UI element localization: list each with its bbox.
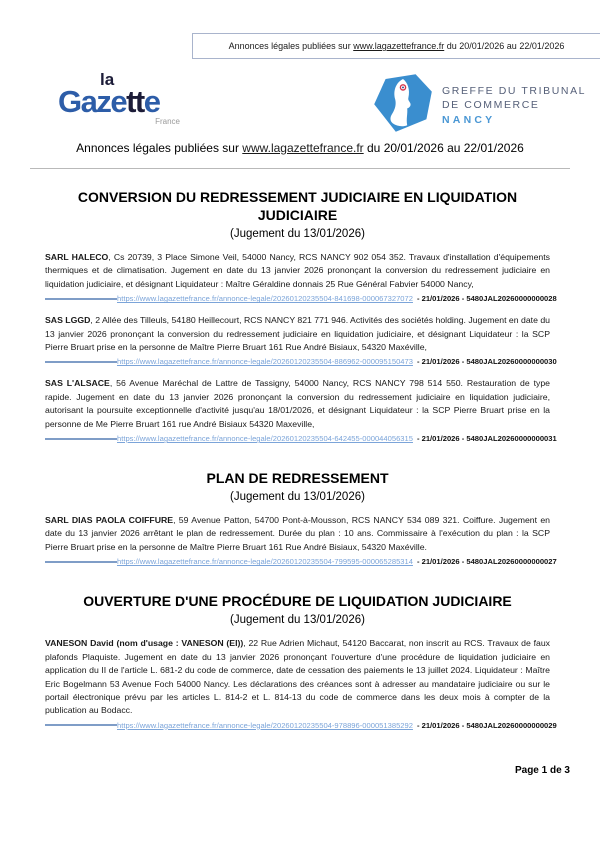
link-divider-line: [45, 724, 117, 726]
announcements-content: [45, 188, 557, 730]
announcement-text: [45, 314, 550, 354]
announcement-text: [45, 251, 550, 291]
announcement-text: [45, 514, 550, 554]
section-title: PLAN DE REDRESSEMENT: [206, 470, 389, 487]
announcement-lead: SAS LGGD: [45, 315, 91, 326]
announcement-link[interactable]: https://www.lagazettefrance.fr/annonce-legale/20260120235504-642455-000044056315: [117, 434, 413, 444]
announcement-lead: VANESON David (nom d'usage : VANESON (EI)): [45, 638, 244, 649]
subheader-suffix: du 20/01/2026 au 22/01/2026: [363, 141, 524, 155]
announcement-dias-paola: [45, 514, 557, 567]
link-row: [45, 720, 557, 730]
section-subtitle: (Jugement du 13/01/2026): [230, 614, 365, 627]
announcement-body: , 2 Allée des Tilleuls, 54180 Heillecourt, RCS NANCY 821 771 946. Activités des sociétés holding. Jugement en date du 13 janvier 2026 prononçant la conversion du redressement judiciaire en liquidation judiciaire, et désignant Liquidateur : la SCP Pierre Bruart prise en la personne de Maître Pierre Bruart 161 Rue André Bisiaux, 54320 Maxéville,: [45, 315, 550, 353]
announcement-link[interactable]: https://www.lagazettefrance.fr/annonce-legale/20260120235504-841698-000067327072: [117, 294, 413, 304]
announcement-text: [45, 637, 550, 717]
link-row: [45, 434, 557, 444]
announcement-text: [45, 377, 550, 431]
announcement-meta: - 21/01/2026 - 5480JAL20260000000029: [416, 720, 557, 730]
announcement-link[interactable]: https://www.lagazettefrance.fr/annonce-legale/20260120235504-978896-000051385292: [117, 720, 413, 730]
subheader-url[interactable]: www.lagazettefrance.fr: [242, 141, 364, 155]
section-title: CONVERSION DU REDRESSEMENT JUDICIAIRE EN LIQUIDATION JUDICIAIRE: [77, 189, 518, 223]
subheader-prefix: Annonces légales publiées sur: [76, 141, 243, 155]
gazette-word-part3: e: [143, 84, 160, 119]
announcement-body: , 56 Avenue Maréchal de Lattre de Tassigny, 54000 Nancy, RCS NANCY 798 514 550. Restauration de type rapide. Jugement en date du 13 janvier 2026 prononçant la conversion du redressement judiciaire en liquidation judiciaire, autorisant la poursuite exceptionnelle d'activité jusqu'au 18/01/2026, et désignant Liquidateur : la SCP Pierre Bruart prise en la personne de Me Pierre Bruart 161 rue André Bisiaux 54320 Maxeville,: [45, 378, 550, 429]
header-notice-prefix: Annonces légales publiées sur: [228, 41, 354, 51]
gazette-word-part1: Gaze: [58, 84, 127, 119]
page-number: Page 1 de 3: [514, 765, 570, 776]
greffe-logo: [373, 73, 586, 138]
link-divider-line: [45, 561, 117, 563]
announcement-body: , 22 Rue Adrien Michaut, 54120 Baccarat, non inscrit au RCS. Travaux de faux plafonds Plaquiste. Jugement en date du 13 janvier 2026 prononçant l'ouverture d'une procédure de liquidation judiciaire en application du II de l'article L. 681-2 du code de commerce, date de cessation des paiements le 13 juillet 2024. Liquidateur : Maître Eric Bogelmann 53 Avenue Foch 54000 Nancy. Les déclarations des créances sont à adresser au mandataire judiciaire ou sur le portail électronique prévu par les articles L. 814-2 et L. 814-13 du code de commerce dans les deux mois à compter de la publication au Bodacc.: [45, 638, 551, 716]
announcement-lead: SARL DIAS PAOLA COIFFURE: [45, 515, 174, 526]
greffe-logo-text: [442, 84, 586, 127]
announcement-meta: - 21/01/2026 - 5480JAL20260000000028: [416, 294, 557, 304]
gazette-logo-word: [58, 84, 188, 119]
announcement-vaneson: [45, 637, 557, 730]
header-notice-url[interactable]: www.lagazettefrance.fr: [353, 41, 445, 51]
gazette-word-part2: tt: [126, 84, 144, 119]
header-notice-text: [229, 41, 565, 51]
gazette-logo: [58, 72, 188, 126]
greffe-logo-line2: DE COMMERCE: [442, 99, 540, 111]
announcement-link[interactable]: https://www.lagazettefrance.fr/annonce-legale/20260120235504-799595-000065285314: [117, 557, 413, 567]
section-conversion: [45, 188, 557, 444]
announcement-haleco: [45, 251, 557, 304]
announcement-lead: SAS L'ALSACE: [45, 378, 110, 389]
link-divider-line: [45, 361, 117, 363]
subheader: [0, 141, 600, 155]
announcement-body: , Cs 20739, 3 Place Simone Veil, 54000 Nancy, RCS NANCY 902 054 352. Travaux d'installation d'équipements thermiques et de climatisation. Jugement en date du 13 janvier 2026 prononçant la conversion du redressement judiciaire en liquidation judiciaire, et désignant Liquidateur : Maître Géraldine donnais 25 Rue Général Fabvier 54000 Nancy,: [45, 252, 550, 289]
link-row: [45, 557, 557, 567]
section-subtitle: (Jugement du 13/01/2026): [230, 491, 365, 504]
greffe-logo-city: NANCY: [442, 114, 496, 126]
link-row: [45, 294, 557, 304]
announcement-lead: SARL HALECO: [45, 252, 109, 262]
announcement-lggd: [45, 314, 557, 367]
announcement-meta: - 21/01/2026 - 5480JAL20260000000030: [416, 357, 557, 367]
gazette-logo-country: France: [155, 117, 180, 126]
announcement-link[interactable]: https://www.lagazettefrance.fr/annonce-legale/20260120235504-886962-000095150473: [117, 357, 413, 367]
link-divider-line: [45, 298, 117, 300]
greffe-logo-line1: GREFFE DU TRIBUNAL: [442, 85, 587, 97]
announcement-body: , 59 Avenue Patton, 54700 Pont-à-Mousson, RCS NANCY 534 089 321. Coiffure. Jugement en date du 13 janvier 2026 arrêtant le plan de redressement. Durée du plan : 10 ans. Commissaire à l'exécution du plan : la SCP Pierre Bruart prise en la personne de Maître Pierre Bruart 161 Rue André Bisiaux, 54320 Maxéville.: [45, 515, 551, 552]
section-subtitle: (Jugement du 13/01/2026): [230, 228, 365, 240]
header-notice-suffix: du 20/01/2026 au 22/01/2026: [444, 41, 565, 51]
announcement-meta: - 21/01/2026 - 5480JAL20260000000031: [416, 434, 557, 444]
gazette-logo-la: la: [100, 70, 115, 89]
link-row: [45, 357, 557, 367]
marianne-icon: [373, 73, 433, 138]
header-divider: [30, 168, 570, 169]
section-title: OUVERTURE D'UNE PROCÉDURE DE LIQUIDATION JUDICIAIRE: [83, 593, 512, 610]
link-divider-line: [45, 438, 117, 440]
announcement-meta: - 21/01/2026 - 5480JAL20260000000027: [416, 557, 557, 567]
announcement-alsace: [45, 377, 557, 444]
section-ouverture-liquidation: [45, 592, 557, 730]
header-notice-box: [192, 33, 600, 59]
section-plan-redressement: [45, 469, 557, 567]
